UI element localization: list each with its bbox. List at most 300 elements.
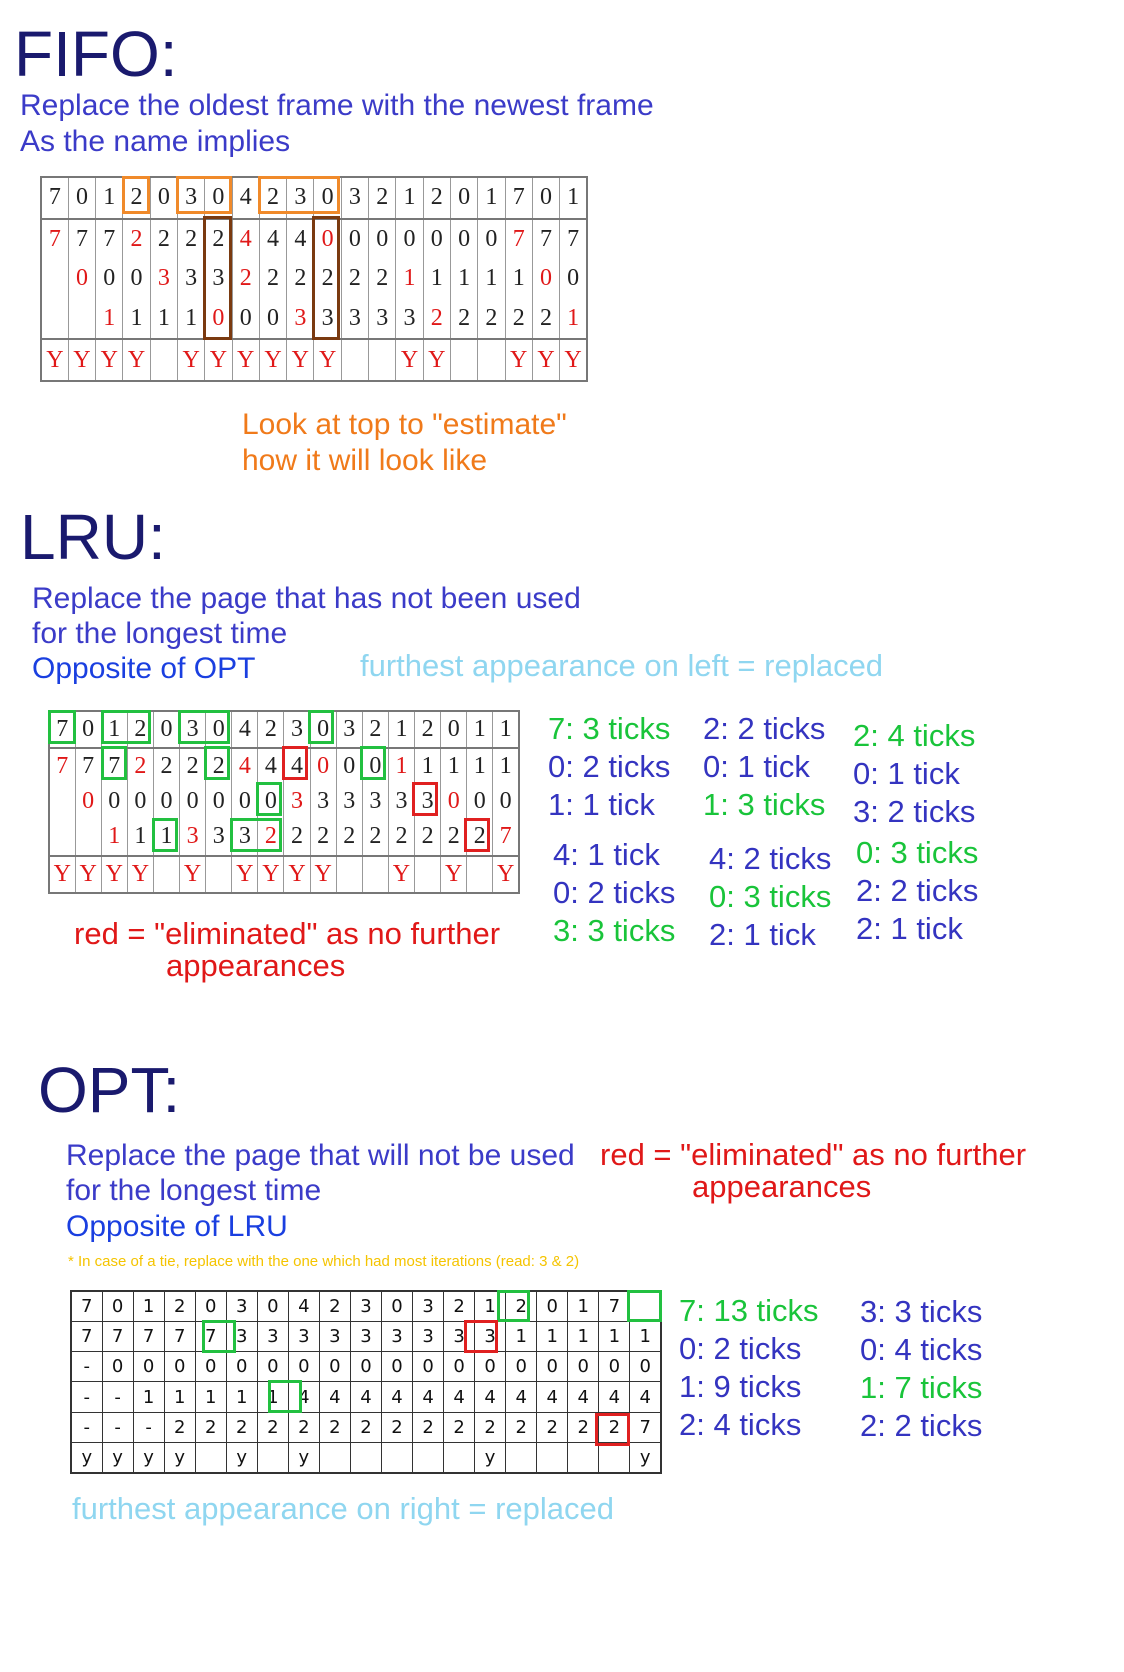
tick-entry: 1: 9 ticks (679, 1369, 802, 1404)
lru-cell: 0 (153, 785, 179, 820)
lru-cell: 0 (101, 785, 127, 820)
fifo-row (41, 299, 587, 340)
fifo-cell: 1 (478, 259, 505, 298)
fifo-cell: 0 (259, 299, 286, 340)
fifo-cell: 1 (96, 177, 123, 219)
opt-cell: 0 (226, 1352, 257, 1382)
fifo-cell: 2 (259, 177, 286, 219)
fifo-cell: 2 (532, 299, 559, 340)
fifo-cell (450, 339, 477, 381)
fifo-cell: 2 (314, 259, 341, 298)
opt-cell: 0 (537, 1352, 568, 1382)
opt-title: OPT: (38, 1054, 181, 1126)
fifo-cell (150, 339, 177, 381)
fifo-cell: 2 (341, 259, 368, 298)
opt-cell: 2 (599, 1412, 630, 1442)
fifo-row (41, 259, 587, 298)
lru-red-note-line-1: red = "eliminated" as no further (74, 916, 501, 951)
tick-entry: 1: 1 tick (548, 787, 655, 822)
fifo-cell: 4 (232, 177, 259, 219)
opt-description-line-1: Replace the page that will not be used (66, 1139, 575, 1172)
fifo-cell: 1 (505, 259, 532, 298)
fifo-cell: 4 (232, 219, 259, 260)
opt-cell: 3 (444, 1322, 475, 1352)
opt-cell: 0 (288, 1352, 319, 1382)
lru-cell: Y (258, 856, 284, 893)
opt-cell: 2 (475, 1412, 506, 1442)
opt-cell: 4 (350, 1382, 381, 1412)
opt-cell: 1 (568, 1322, 599, 1352)
opt-cell: 1 (226, 1382, 257, 1412)
lru-cell: 3 (284, 785, 310, 820)
opt-cell: 4 (630, 1382, 661, 1412)
opt-cell: 2 (164, 1412, 195, 1442)
opt-cell: 2 (226, 1412, 257, 1442)
fifo-cell: 3 (177, 177, 204, 219)
fifo-cell: Y (232, 339, 259, 381)
opt-cell: 7 (102, 1322, 133, 1352)
opt-cell: 7 (164, 1322, 195, 1352)
opt-cell: 1 (133, 1382, 164, 1412)
opt-row (71, 1442, 661, 1473)
lru-cell: Y (49, 856, 75, 893)
fifo-cell: 0 (123, 259, 150, 298)
lru-cell: 3 (206, 819, 232, 855)
opt-cell: - (71, 1412, 102, 1442)
opt-cell: 4 (288, 1382, 319, 1412)
opt-cell: y (102, 1442, 133, 1473)
lru-cell: Y (180, 856, 206, 893)
lru-cell: 0 (362, 748, 388, 784)
fifo-cell: 2 (232, 259, 259, 298)
lru-cell (49, 785, 75, 820)
opt-cell: 4 (319, 1382, 350, 1412)
opt-cell: y (71, 1442, 102, 1473)
lru-cell: 1 (388, 748, 414, 784)
fifo-cell: 2 (450, 299, 477, 340)
opt-cell: 0 (319, 1352, 350, 1382)
fifo-cell: 1 (96, 299, 123, 340)
lru-cell: 0 (206, 711, 232, 748)
fifo-row (41, 339, 587, 381)
fifo-cell: 4 (259, 219, 286, 260)
opt-cell: 0 (444, 1352, 475, 1382)
tick-entry: 0: 2 ticks (553, 875, 676, 910)
fifo-note-line-2: how it will look like (242, 444, 488, 477)
lru-cell: 2 (415, 819, 441, 855)
opt-cell (413, 1442, 444, 1473)
fifo-table (40, 176, 588, 382)
lru-cell: 3 (180, 819, 206, 855)
tick-entry: 0: 2 ticks (679, 1331, 802, 1366)
fifo-cell (478, 339, 505, 381)
opt-red-note-line-2: appearances (692, 1169, 872, 1204)
lru-cell: 4 (232, 711, 258, 748)
opt-cell (319, 1442, 350, 1473)
opt-row (71, 1322, 661, 1352)
fifo-cell: 7 (505, 177, 532, 219)
opt-cell: 0 (381, 1352, 412, 1382)
lru-cell: 0 (493, 785, 519, 820)
lru-tick-group-4 (553, 836, 675, 950)
fifo-cell: 1 (123, 299, 150, 340)
opt-cell: 3 (413, 1291, 444, 1322)
opt-cell: y (475, 1442, 506, 1473)
fifo-cell: 0 (423, 219, 450, 260)
fifo-cell: 2 (177, 219, 204, 260)
lru-cell: 2 (127, 748, 153, 784)
tick-entry: 3: 3 ticks (860, 1294, 983, 1329)
lru-cell: 3 (415, 785, 441, 820)
fifo-cell: 7 (560, 219, 587, 260)
tick-entry: 1: 3 ticks (703, 787, 826, 822)
lru-cell: 3 (284, 711, 310, 748)
opt-cell (568, 1442, 599, 1473)
fifo-cell: 3 (314, 299, 341, 340)
fifo-cell: 2 (423, 177, 450, 219)
fifo-cell: 3 (369, 299, 396, 340)
opt-opposite-label: Opposite of LRU (66, 1210, 288, 1243)
lru-cell: Y (127, 856, 153, 893)
opt-cell: y (164, 1442, 195, 1473)
opt-cell: - (133, 1412, 164, 1442)
opt-red-note-line-1: red = "eliminated" as no further (600, 1137, 1027, 1172)
opt-cell (381, 1442, 412, 1473)
lru-cell: 0 (258, 785, 284, 820)
fifo-cell: Y (96, 339, 123, 381)
lru-cell: 0 (180, 785, 206, 820)
lru-cell: 2 (180, 748, 206, 784)
tick-entry: 2: 2 ticks (703, 711, 826, 746)
fifo-cell: 7 (41, 177, 68, 219)
opt-cell: 3 (257, 1322, 288, 1352)
lru-cell: Y (388, 856, 414, 893)
tick-entry: 0: 2 ticks (548, 749, 671, 784)
lru-cell: 1 (127, 819, 153, 855)
fifo-cell: 1 (396, 259, 423, 298)
lru-cell (362, 856, 388, 893)
fifo-cell: 1 (560, 299, 587, 340)
lru-description-line-1: Replace the page that has not been used (32, 582, 581, 615)
fifo-cell: 0 (314, 177, 341, 219)
lru-tick-group-3 (853, 717, 975, 831)
opt-cell: 2 (381, 1412, 412, 1442)
opt-cell: 0 (195, 1352, 226, 1382)
fifo-row (41, 219, 587, 260)
fifo-cell: 2 (423, 299, 450, 340)
tick-entry: 0: 3 ticks (856, 835, 979, 870)
tick-entry: 7: 3 ticks (548, 711, 671, 746)
opt-cell: 3 (226, 1322, 257, 1352)
opt-cell: - (102, 1382, 133, 1412)
lru-cell: 0 (441, 711, 467, 748)
lru-cell: 1 (493, 711, 519, 748)
fifo-cell: Y (205, 339, 232, 381)
lru-cell (49, 819, 75, 855)
lru-cell: 3 (336, 785, 362, 820)
tick-entry: 1: 7 ticks (860, 1370, 983, 1405)
opt-cell: 0 (599, 1352, 630, 1382)
lru-cell: 1 (101, 819, 127, 855)
lru-cell: 1 (388, 711, 414, 748)
fifo-cell: 0 (532, 259, 559, 298)
lru-cell: 7 (75, 748, 101, 784)
opt-cell: - (102, 1412, 133, 1442)
fifo-cell: 3 (205, 259, 232, 298)
opt-cell: 3 (475, 1322, 506, 1352)
lru-cell: 2 (206, 748, 232, 784)
tick-entry: 3: 3 ticks (553, 913, 676, 948)
fifo-cell: 7 (505, 219, 532, 260)
lru-cell: 0 (232, 785, 258, 820)
opt-cell: 3 (226, 1291, 257, 1322)
lru-cell: 2 (310, 819, 336, 855)
lru-cell: 7 (101, 748, 127, 784)
lru-red-note-line-2: appearances (166, 948, 346, 983)
opt-cell: 0 (381, 1291, 412, 1322)
opt-cell: 7 (133, 1322, 164, 1352)
lru-cell (75, 819, 101, 855)
tick-entry: 0: 1 tick (853, 756, 960, 791)
lru-cell: 7 (493, 819, 519, 855)
fifo-cell: Y (396, 339, 423, 381)
opt-cell: 2 (350, 1412, 381, 1442)
opt-cell: 1 (164, 1382, 195, 1412)
opt-cell: y (630, 1442, 661, 1473)
opt-cell: 1 (630, 1322, 661, 1352)
opt-cell: - (71, 1352, 102, 1382)
opt-cell: 0 (568, 1352, 599, 1382)
fifo-cell (68, 299, 95, 340)
opt-cell: 2 (164, 1291, 195, 1322)
lru-cell: 3 (388, 785, 414, 820)
opt-cell: 3 (350, 1322, 381, 1352)
lru-cell: 2 (362, 711, 388, 748)
fifo-cell: 2 (205, 219, 232, 260)
lru-row (49, 785, 519, 820)
fifo-cell: 1 (560, 177, 587, 219)
fifo-cell: Y (123, 339, 150, 381)
opt-cell: 0 (475, 1352, 506, 1382)
lru-cell (336, 856, 362, 893)
opt-cell: 0 (102, 1291, 133, 1322)
lru-cell: 0 (336, 748, 362, 784)
opt-cell: 0 (195, 1291, 226, 1322)
lru-cell: 1 (467, 748, 493, 784)
fifo-cell: 4 (287, 219, 314, 260)
fifo-cell: 0 (560, 259, 587, 298)
fifo-cell: Y (314, 339, 341, 381)
opt-cell: 4 (288, 1291, 319, 1322)
lru-description-line-2: for the longest time (32, 617, 288, 650)
fifo-description-line-1: Replace the oldest frame with the newest frame (20, 89, 654, 122)
fifo-cell: 3 (150, 259, 177, 298)
lru-cell: 2 (415, 711, 441, 748)
lru-cell (206, 856, 232, 893)
tick-entry: 2: 4 ticks (679, 1407, 802, 1442)
opt-ticks-right (860, 1293, 982, 1445)
fifo-cell: 0 (314, 219, 341, 260)
fifo-cell: Y (41, 339, 68, 381)
fifo-cell: 1 (423, 259, 450, 298)
opt-table (70, 1290, 662, 1474)
opt-cell: 0 (506, 1352, 537, 1382)
fifo-cell: 2 (369, 177, 396, 219)
lru-cell: 7 (49, 711, 75, 748)
fifo-cell: 1 (150, 299, 177, 340)
opt-cell (537, 1442, 568, 1473)
lru-cell: 4 (284, 748, 310, 784)
lru-tick-group-5 (709, 840, 831, 954)
fifo-cell: Y (560, 339, 587, 381)
lru-cell: 2 (127, 711, 153, 748)
lru-cell: 3 (362, 785, 388, 820)
lru-cell: 2 (388, 819, 414, 855)
opt-cell: 0 (257, 1291, 288, 1322)
fifo-cell (341, 339, 368, 381)
fifo-cell: 2 (150, 219, 177, 260)
fifo-cell: 2 (505, 299, 532, 340)
opt-cell: 7 (195, 1322, 226, 1352)
fifo-cell: 0 (232, 299, 259, 340)
lru-cell: 1 (441, 748, 467, 784)
lru-opposite-label: Opposite of OPT (32, 652, 256, 685)
opt-cell: 0 (257, 1352, 288, 1382)
lru-row (49, 856, 519, 893)
opt-cell: 7 (71, 1322, 102, 1352)
fifo-cell: Y (505, 339, 532, 381)
fifo-cell: Y (177, 339, 204, 381)
lru-cell: Y (441, 856, 467, 893)
fifo-cell: 0 (341, 219, 368, 260)
opt-cell (195, 1442, 226, 1473)
opt-cell: 3 (319, 1322, 350, 1352)
opt-cell: 0 (102, 1352, 133, 1382)
opt-tie-footnote: * In case of a tie, replace with the one which had most iterations (read: 3 & 2) (68, 1253, 580, 1270)
opt-ticks-left (679, 1292, 819, 1444)
opt-row (71, 1382, 661, 1412)
fifo-cell: 0 (205, 177, 232, 219)
lru-cell: 1 (415, 748, 441, 784)
tick-entry: 4: 2 ticks (709, 841, 832, 876)
opt-row (71, 1291, 661, 1322)
lru-cell: 1 (153, 819, 179, 855)
fifo-cell (41, 299, 68, 340)
opt-cell: 0 (133, 1352, 164, 1382)
opt-cell: 2 (506, 1291, 537, 1322)
opt-cell: 4 (475, 1382, 506, 1412)
fifo-cell: 3 (396, 299, 423, 340)
lru-cell (415, 856, 441, 893)
fifo-cell: 3 (341, 299, 368, 340)
opt-cell: 2 (319, 1291, 350, 1322)
lru-tick-group-1 (548, 710, 670, 824)
lru-hint: furthest appearance on left = replaced (360, 648, 884, 683)
opt-cell: 1 (537, 1322, 568, 1352)
opt-cell: 4 (599, 1382, 630, 1412)
fifo-cell: 0 (532, 177, 559, 219)
lru-cell: 2 (153, 748, 179, 784)
lru-cell: 1 (493, 748, 519, 784)
lru-cell: 2 (467, 819, 493, 855)
lru-cell: 2 (258, 711, 284, 748)
lru-tick-group-6 (856, 834, 978, 948)
lru-cell: 4 (258, 748, 284, 784)
opt-cell: 0 (413, 1352, 444, 1382)
tick-entry: 0: 3 ticks (709, 879, 832, 914)
lru-cell: Y (75, 856, 101, 893)
opt-cell: 3 (288, 1322, 319, 1352)
tick-entry: 7: 13 ticks (679, 1293, 819, 1328)
lru-cell: 0 (441, 785, 467, 820)
opt-cell: 0 (164, 1352, 195, 1382)
opt-cell: 4 (413, 1382, 444, 1412)
opt-cell: 1 (599, 1322, 630, 1352)
opt-cell: y (226, 1442, 257, 1473)
tick-entry: 0: 4 ticks (860, 1332, 983, 1367)
opt-cell: - (71, 1382, 102, 1412)
lru-cell: 0 (75, 711, 101, 748)
fifo-cell: 2 (287, 259, 314, 298)
lru-cell: 4 (232, 748, 258, 784)
opt-cell: 3 (350, 1291, 381, 1322)
lru-cell: 2 (362, 819, 388, 855)
fifo-title: FIFO: (14, 18, 178, 90)
fifo-cell: 1 (450, 259, 477, 298)
opt-cell: 3 (381, 1322, 412, 1352)
fifo-cell: 7 (68, 219, 95, 260)
lru-cell: 2 (441, 819, 467, 855)
fifo-cell: Y (423, 339, 450, 381)
opt-cell: 1 (506, 1322, 537, 1352)
lru-table (48, 710, 520, 894)
fifo-cell: 3 (287, 299, 314, 340)
lru-cell: 0 (206, 785, 232, 820)
fifo-cell: 2 (123, 177, 150, 219)
fifo-cell: 0 (396, 219, 423, 260)
fifo-description-line-2: As the name implies (20, 125, 291, 158)
opt-cell: 0 (537, 1291, 568, 1322)
lru-cell: 0 (310, 711, 336, 748)
tick-entry: 2: 4 ticks (853, 718, 976, 753)
lru-cell (153, 856, 179, 893)
opt-cell: 2 (568, 1412, 599, 1442)
fifo-cell: 7 (41, 219, 68, 260)
opt-cell: 1 (133, 1291, 164, 1322)
opt-row (71, 1352, 661, 1382)
fifo-cell: 2 (369, 259, 396, 298)
lru-cell: 0 (310, 748, 336, 784)
opt-cell (257, 1442, 288, 1473)
fifo-cell: 7 (532, 219, 559, 260)
opt-cell: 1 (568, 1291, 599, 1322)
opt-cell: 4 (444, 1382, 475, 1412)
fifo-cell (41, 259, 68, 298)
opt-cell: 2 (257, 1412, 288, 1442)
opt-cell: 1 (475, 1291, 506, 1322)
lru-row (49, 819, 519, 855)
fifo-cell: 0 (150, 177, 177, 219)
lru-cell: 3 (180, 711, 206, 748)
fifo-cell: 0 (205, 299, 232, 340)
fifo-cell: 0 (96, 259, 123, 298)
fifo-cell (369, 339, 396, 381)
tick-entry: 2: 1 tick (709, 917, 816, 952)
fifo-cell: 1 (177, 299, 204, 340)
fifo-cell: 3 (287, 177, 314, 219)
lru-cell: 0 (467, 785, 493, 820)
fifo-row (41, 177, 587, 219)
